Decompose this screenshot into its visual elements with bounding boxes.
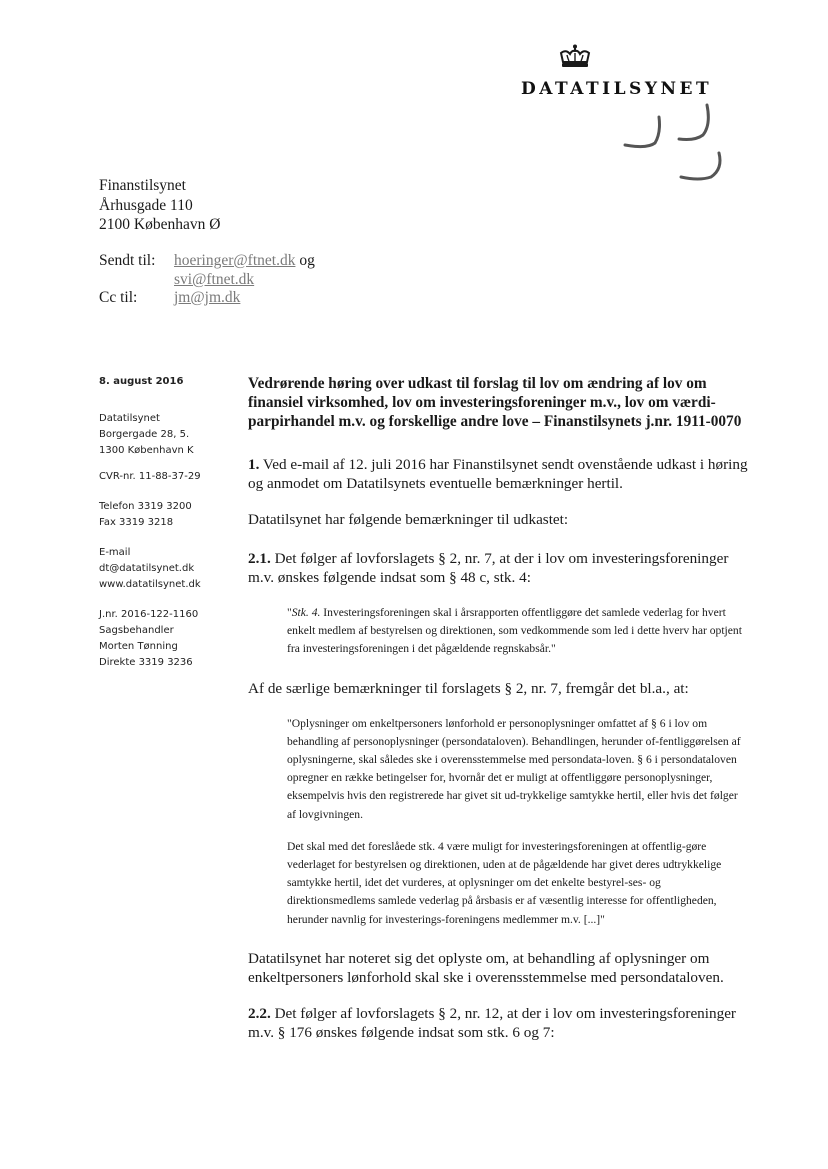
sender-email[interactable]: dt@datatilsynet.dk <box>99 563 195 574</box>
handler-name: Morten Tønning <box>99 641 178 652</box>
sender-fax: Fax 3319 3218 <box>99 517 174 528</box>
sender-sidebar <box>99 374 239 681</box>
logo-wordmark: DATATILSYNET <box>521 79 713 99</box>
journal-number: J.nr. 2016-122-1160 <box>99 609 199 620</box>
sent-connector: og <box>299 252 315 269</box>
sent-email-2[interactable]: svi@ftnet.dk <box>174 271 255 288</box>
handwritten-initials <box>615 103 735 185</box>
section-2-1 <box>248 549 748 587</box>
paragraph-1-text: Ved e-mail af 12. juli 2016 har Finanstilsynet sendt ovenstående udkast i høring og anmodet om Datatilsynets eventuelle bemærkninger hertil. <box>248 456 748 492</box>
recipient-name: Finanstilsynet <box>99 177 186 194</box>
section-2-2 <box>248 1004 748 1042</box>
sender-city: 1300 København K <box>99 445 194 456</box>
sent-to-row <box>99 252 315 270</box>
sender-website[interactable]: www.datatilsynet.dk <box>99 579 201 590</box>
sent-email-1[interactable]: hoeringer@ftnet.dk <box>174 252 296 269</box>
section-number-1: 1. <box>248 456 260 473</box>
handler-label: Sagsbehandler <box>99 625 174 636</box>
recipient-address <box>99 176 220 235</box>
section-number-2-2: 2.2. <box>248 1004 271 1022</box>
section-2-2-text: Det følger af lovforslagets § 2, nr. 12, at der i lov om investeringsforeninger m.v. § 176 ønskes følgende indsat som stk. 6 og 7: <box>248 1004 736 1041</box>
paragraph-1 <box>248 455 748 493</box>
letter-subject: Vedrørende høring over udkast til forslag til lov om ændring af lov om finansiel virksomhed, lov om investeringsforeninger m.v., lov om værdi-parpirhandel m.v. og forskellige andre love – Finanstilsynets j.nr. 1911-0070 <box>248 375 742 430</box>
crown-icon <box>558 44 592 70</box>
recipient-street: Århusgade 110 <box>99 196 193 214</box>
paragraph-2: Datatilsynet har følgende bemærkninger til udkastet: <box>248 511 569 528</box>
cc-row <box>99 289 240 307</box>
quote-stk-label: Stk. 4. <box>291 606 321 619</box>
quote-stk4-text: Investeringsforeningen skal i årsrapporten offentliggøre det samlede vederlag for hvert enkelt medlem af bestyrelsen og direktionen, som vedkommende som led i dette hverv har optjent fra investeringsforeningen i det pågældende regnskabsår. <box>287 606 742 656</box>
sent-to-row-2 <box>174 271 254 289</box>
letter-body <box>248 374 748 1059</box>
sender-cvr: CVR-nr. 11-88-37-29 <box>99 471 201 482</box>
quote-remarks-2: Det skal med det foreslåede stk. 4 være muligt for investeringsforeningen at offentlig-gøre vederlaget for bestyrelsen og direktionen, uden at de pågældende har givet deres udtrykkelige samtykke hertil, idet det vurderes, at oplysninger om det enkelte bestyrel-ses- og direktionsmedlems samlede vederlag på årsbasis er af væsentlig interesse for offentligheden, herunder navnlig for investerings-foreningens medlemmer m.v. [...]" <box>287 839 722 926</box>
cc-email[interactable]: jm@jm.dk <box>174 289 241 306</box>
sent-to-label: Sendt til: <box>99 252 156 269</box>
sender-street: Borgergade 28, 5. <box>99 429 190 440</box>
recipient-city: 2100 København Ø <box>99 216 221 233</box>
cc-label: Cc til: <box>99 289 138 306</box>
letter-date: 8. august 2016 <box>99 376 184 387</box>
section-number-2-1: 2.1. <box>248 550 271 567</box>
sender-org: Datatilsynet <box>99 413 160 424</box>
paragraph-4: Datatilsynet har noteret sig det oplyste om, at behandling af oplysninger om enkeltpersoners lønforhold skal ske i overensstemmelse med persondataloven. <box>248 949 724 986</box>
sender-email-label: E-mail <box>99 547 131 558</box>
paragraph-3: Af de særlige bemærkninger til forslagets § 2, nr. 7, fremgår det bl.a., at: <box>248 679 689 697</box>
sender-phone: Telefon 3319 3200 <box>99 501 192 512</box>
quote-stk4: "Stk. 4. Investeringsforeningen skal i årsrapporten offentliggøre det samlede vederlag for hvert enkelt medlem af bestyrelsen og direktionen, som vedkommende som led i dette hverv har optjent fra investeringsforeningen i det pågældende regnskabsår." <box>287 606 742 656</box>
handler-direct-phone: Direkte 3319 3236 <box>99 657 193 668</box>
section-2-1-text: Det følger af lovforslagets § 2, nr. 7, at der i lov om investeringsforeninger m.v. ønskes følgende indsat som § 48 c, stk. 4: <box>248 550 729 586</box>
quote-remarks-1: "Oplysninger om enkeltpersoners lønforhold er personoplysninger omfattet af § 6 i lov om behandling af personoplysninger (persondataloven). Behandlingen, herunder of-fentliggørelsen af oplysningerne, skal således ske i overensstemmelse med persondata-loven. § 6 i persondataloven opregner en række betingelser for, hvornår det er muligt at offentliggøre personoplysninger, eksempelvis hvis den registrerede har givet sit ud-trykkelige samtykke hertil, eller hvis det følger af lovgivningen. <box>287 716 741 821</box>
